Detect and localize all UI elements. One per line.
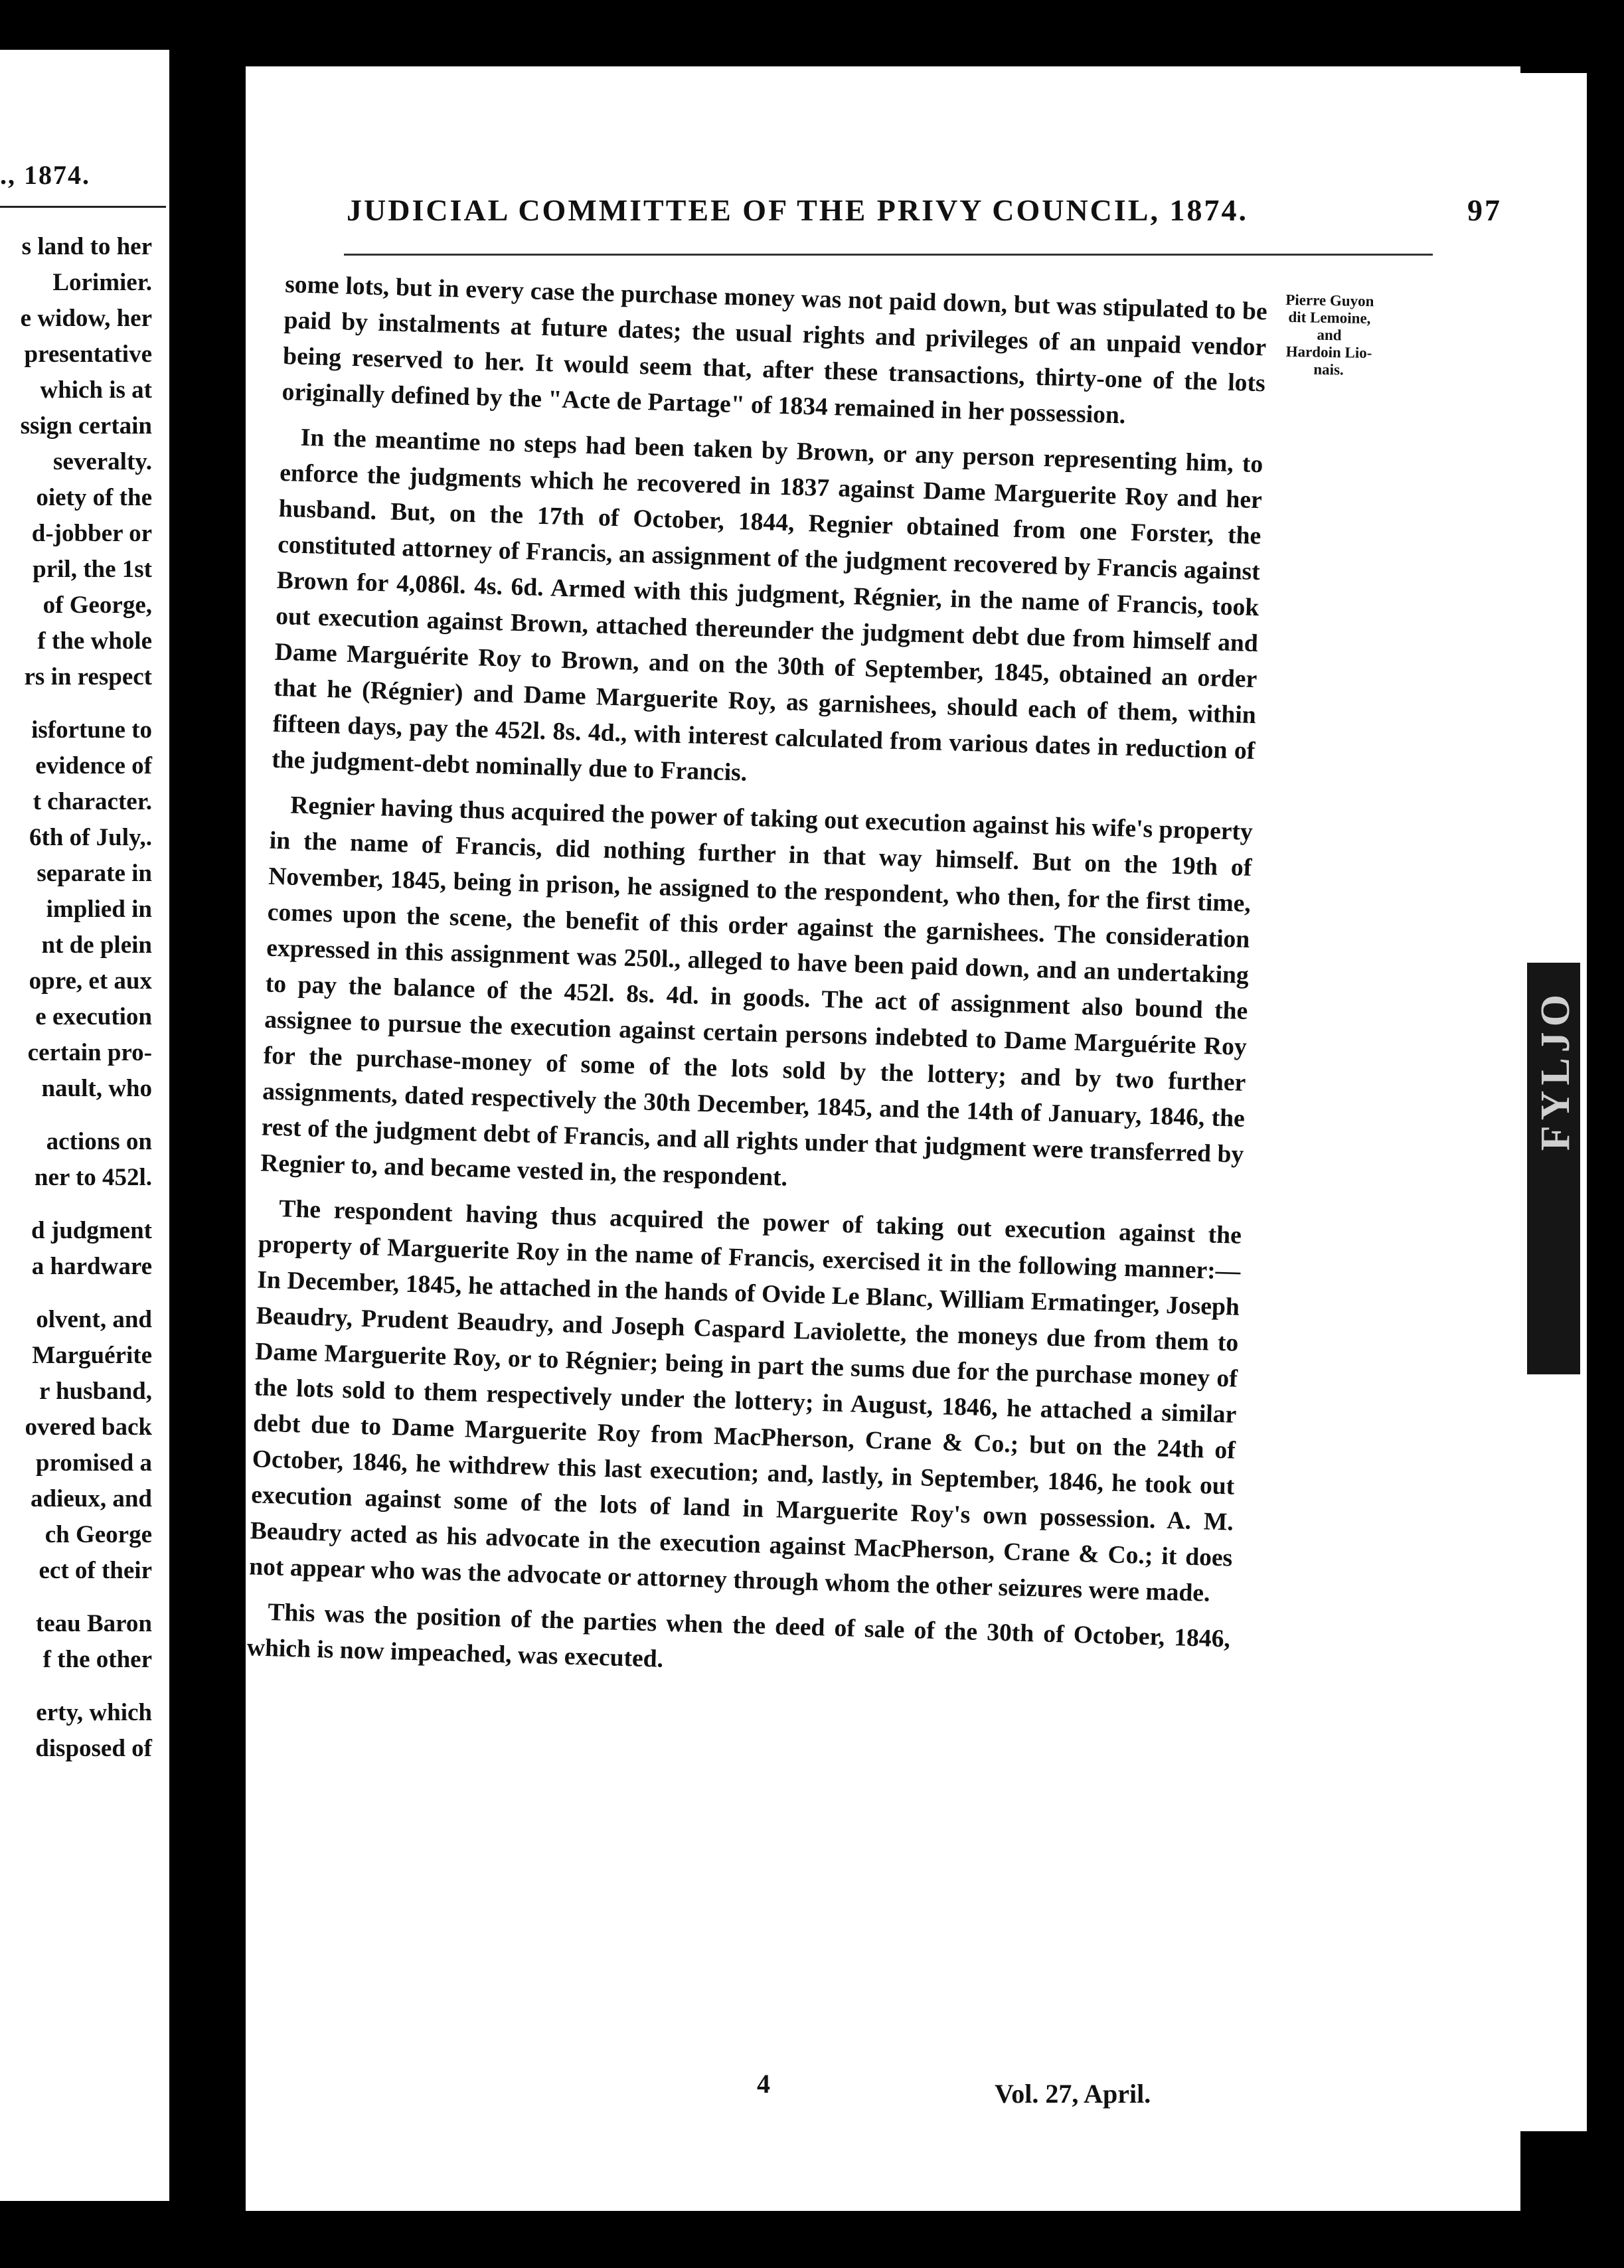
left-page-line [21, 1285, 152, 1302]
left-page-line: ch George [44, 1521, 152, 1548]
paragraph: In the meantime no steps had been taken by Brown, or any person representing him, to enforce the judgments which he recovered in 1837 against Dame Marguerite Roy and her husband. But, on the 17th of October, 1844, Regnier obtained from one Forster, the constituted attorney of Francis, an assignment of the judgment recovered by Francis against Brown for 4,086l. 4s. 6d. Armed with this judgment, Régnier, in the name of Francis, took out execution against Brown, attached thereunder the judgment debt due from himself and Dame Marguérite Roy to Brown, and on the 30th of September, 1845, obtained an order that he (Régnier) and Dame Marguerite Roy, as garnishees, should each of them, within fifteen days, pay the 452l. 8s. 4d., with interest calculated from various dates in reduction of the judgment-debt nominally due to Francis. [271, 424, 1263, 787]
header-rule [344, 254, 1433, 256]
left-page-line: s land to her [21, 233, 152, 260]
left-page-line: of George, [42, 592, 152, 619]
left-page-line: ect of their [39, 1557, 152, 1584]
page-number: 97 [1467, 193, 1502, 227]
left-page-line: d-jobber or [31, 520, 152, 547]
left-page-line: which is at [40, 376, 152, 404]
paragraph: The respondent having thus acquired the power of taking out execution against the property of Marguerite Roy in the name of Francis, exercised it in the following manner:—In December, 1845, he attached in the hands of Ovide Le Blanc, William Ermatinger, Joseph Beaudry, Prudent Beaudry, and Joseph Caspard Laviolette, the moneys due from them to Dame Marguerite Roy, or to Régnier; being in part the sums due for the purchase money of the lots sold to them respectively under the lottery; in August, 1846, he attached a similar debt due to Dame Marguerite Roy from MacPherson, Crane & Co.; but on the 24th of October, 1846, he withdrew this last execution; and, lastly, in September, 1846, he took out execution against some of the lots of land in Marguerite Roy's own possession. A. M. Beaudry acted as his advocate in the execution against MacPherson, Crane & Co.; it does not appear who was the advocate or attorney through whom the other seizures were made. [248, 1195, 1242, 1607]
margin-note-line: Hardoin Lio- [1285, 343, 1372, 362]
left-page-line [21, 1107, 152, 1124]
left-page-line: f the other [42, 1646, 152, 1673]
left-page-line [21, 1196, 152, 1213]
left-page-line: olvent, and [36, 1306, 152, 1333]
left-page-line [21, 695, 152, 712]
left-page-line: nt de plein [41, 932, 152, 959]
left-page-line: adieux, and [30, 1485, 152, 1512]
left-page-line: disposed of [35, 1735, 152, 1762]
left-page-header: ., 1874. [0, 160, 90, 190]
left-page-line: certain pro- [27, 1039, 152, 1066]
left-page-line: t character. [33, 788, 152, 815]
margin-note-line: nais. [1313, 361, 1344, 378]
left-page-line: Lorimier. [52, 269, 152, 296]
left-page-line: opre, et aux [29, 967, 152, 995]
left-page-line: implied in [46, 896, 152, 923]
left-page-line: 6th of July,. [29, 824, 152, 851]
left-page-line: pril, the 1st [33, 556, 152, 583]
left-page-line: severalty. [53, 448, 152, 475]
left-page-line [21, 1589, 152, 1606]
left-page-line: e execution [35, 1003, 152, 1030]
left-page-line: overed back [25, 1414, 152, 1441]
paragraph: some lots, but in every case the purchase money was not paid down, but was stipulated to be paid by instalments at future dates; the usual rights and privileges of an unpaid vendor being reserved to her. It would seem that, after these transactions, thirty-one of the lots originally defined by the "Acte de Partage" of 1834 remained in her possession. [282, 270, 1268, 430]
left-page-line: Marguérite [32, 1342, 152, 1369]
margin-note-line: dit Lemoine, [1288, 308, 1371, 327]
left-page-line: erty, which [36, 1699, 152, 1726]
left-page-line: ner to 452l. [34, 1164, 152, 1191]
left-page-line: isfortune to [31, 716, 152, 744]
left-page-rule [0, 206, 166, 208]
left-page-line: presentative [24, 341, 152, 368]
left-page-line: ssign certain [20, 412, 152, 440]
left-page-line: d judgment [31, 1217, 152, 1244]
paragraph: This was the position of the parties when the deed of sale of the 30th of October, 1846, which is now impeached, was executed. [246, 1599, 1231, 1673]
volume-note: Vol. 27, April. [995, 2079, 1151, 2109]
paragraph: Regnier having thus acquired the power of taking out execution against his wife's property in the name of Francis, did nothing further in that way himself. But on the 19th of November, 1845, being in prison, he assigned to the respondent, who then, for the first time, comes upon the scene, the benefit of this order against the garnishees. The consideration expressed in this assignment was 250l., alleged to have been paid down, and an undertaking to pay the balance of the 452l. 8s. 4d. in goods. The act of assignment also bound the assignee to pursue the execution against certain persons indebted to Dame Marguérite Roy for the purchase-money of some of the lots sold by the lottery; and by two further assignments, dated respectively the 30th December, 1845, and the 14th of January, 1846, the rest of the judgment debt of Francis, and all rights under that judgment were transferred by Regnier to, and became vested in, the respondent. [260, 791, 1254, 1192]
left-page-line: f the whole [37, 627, 152, 655]
margin-note-line: and [1317, 326, 1342, 344]
left-page-line: nault, who [41, 1075, 152, 1102]
spine-text: FYLJO [1533, 989, 1578, 1151]
signature-mark: 4 [757, 2069, 770, 2099]
left-page-line: separate in [37, 860, 152, 887]
book-spine-edge [1520, 73, 1587, 2131]
page-title: JUDICIAL COMMITTEE OF THE PRIVY COUNCIL, 1874. [347, 193, 1248, 227]
body-text [246, 267, 1268, 1702]
margin-note-line: Pierre Guyon [1285, 291, 1374, 310]
left-page-line: oiety of the [36, 484, 152, 511]
left-page-line: rs in respect [24, 663, 152, 690]
left-page-line: promised a [35, 1449, 152, 1477]
left-page-line: evidence of [35, 752, 152, 779]
left-page-text [21, 229, 152, 1767]
left-page-line: a hardware [31, 1253, 152, 1280]
left-page-line: e widow, her [20, 305, 152, 332]
page-header [347, 193, 1502, 228]
left-page-line: teau Baron [35, 1610, 152, 1637]
margin-note [1256, 291, 1403, 380]
left-page-line: actions on [46, 1128, 152, 1155]
left-page-line [21, 1678, 152, 1695]
document-page [246, 66, 1520, 2211]
left-page-line: r husband, [39, 1378, 152, 1405]
adjacent-page-fragment [0, 50, 169, 2201]
